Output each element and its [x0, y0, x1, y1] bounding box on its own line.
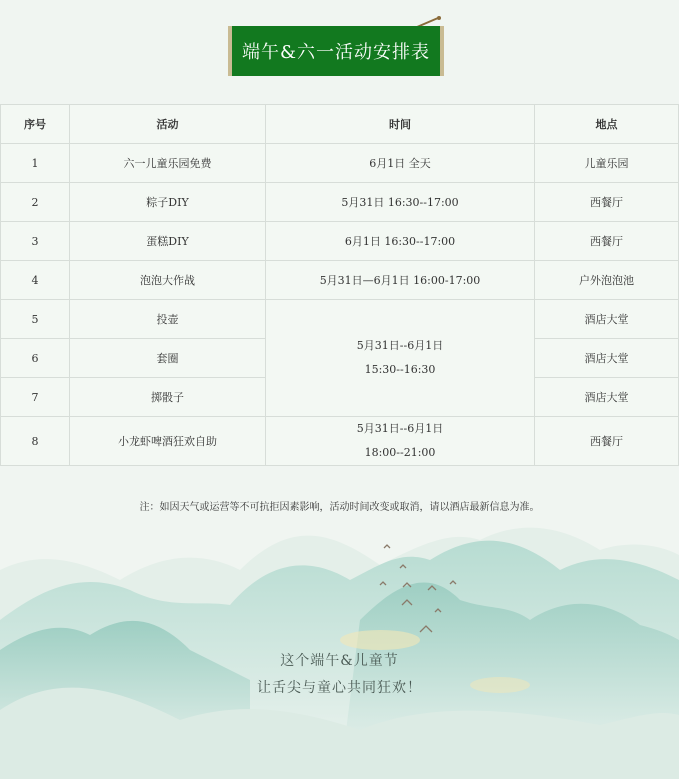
time-line: 5月31日--6月1日 [356, 422, 444, 435]
time-line: 5月31日--6月1日 [356, 339, 444, 352]
schedule-table [0, 104, 679, 466]
cell-activity: 粽子DIY [70, 183, 266, 222]
cell-place: 儿童乐园 [535, 144, 679, 183]
cell-time [266, 417, 535, 466]
cell-activity: 掷骰子 [70, 378, 266, 417]
mountain-landscape [0, 510, 679, 779]
table-row [1, 222, 679, 261]
cell-place: 户外泡泡池 [535, 261, 679, 300]
time-line: 15:30--16:30 [364, 363, 436, 376]
table-header-row [1, 105, 679, 144]
cell-no: 5 [1, 300, 70, 339]
table-row [1, 300, 679, 339]
slogan-line-1: 这个端午&儿童节 [280, 653, 399, 669]
cell-time-merged [266, 300, 535, 417]
cell-activity: 泡泡大作战 [70, 261, 266, 300]
cell-time: 5月31日—6月1日 16:00-17:00 [266, 261, 535, 300]
cell-time: 6月1日 全天 [266, 144, 535, 183]
cell-time: 5月31日 16:30--17:00 [266, 183, 535, 222]
cell-no: 1 [1, 144, 70, 183]
table-row [1, 417, 679, 466]
column-header-time: 时间 [266, 105, 535, 144]
disclaimer-note: 注：如因天气或运营等不可抗拒因素影响，活动时间改变或取消，请以酒店最新信息为准。 [139, 502, 540, 513]
cell-no: 2 [1, 183, 70, 222]
table-row [1, 183, 679, 222]
cell-no: 4 [1, 261, 70, 300]
cell-no: 3 [1, 222, 70, 261]
cell-activity: 小龙虾啤酒狂欢自助 [70, 417, 266, 466]
slogan-line-2: 让舌尖与童心共同狂欢！ [257, 680, 422, 696]
cell-no: 7 [1, 378, 70, 417]
column-header-no: 序号 [1, 105, 70, 144]
cell-no: 6 [1, 339, 70, 378]
cell-place: 酒店大堂 [535, 339, 679, 378]
cell-place: 西餐厅 [535, 183, 679, 222]
column-header-activity: 活动 [70, 105, 266, 144]
cell-activity: 六一儿童乐园免费 [70, 144, 266, 183]
cell-activity: 蛋糕DIY [70, 222, 266, 261]
table-row [1, 261, 679, 300]
cell-activity: 套圈 [70, 339, 266, 378]
page-title: 端午&六一活动安排表 [241, 42, 431, 63]
cell-time: 6月1日 16:30--17:00 [266, 222, 535, 261]
column-header-place: 地点 [535, 105, 679, 144]
cell-place: 西餐厅 [535, 417, 679, 466]
cell-place: 酒店大堂 [535, 378, 679, 417]
cell-activity: 投壶 [70, 300, 266, 339]
cell-place: 西餐厅 [535, 222, 679, 261]
table-row [1, 144, 679, 183]
cell-no: 8 [1, 417, 70, 466]
banner-plate [228, 26, 444, 76]
time-line: 18:00--21:00 [364, 446, 436, 459]
title-banner [224, 14, 454, 80]
cell-place: 酒店大堂 [535, 300, 679, 339]
